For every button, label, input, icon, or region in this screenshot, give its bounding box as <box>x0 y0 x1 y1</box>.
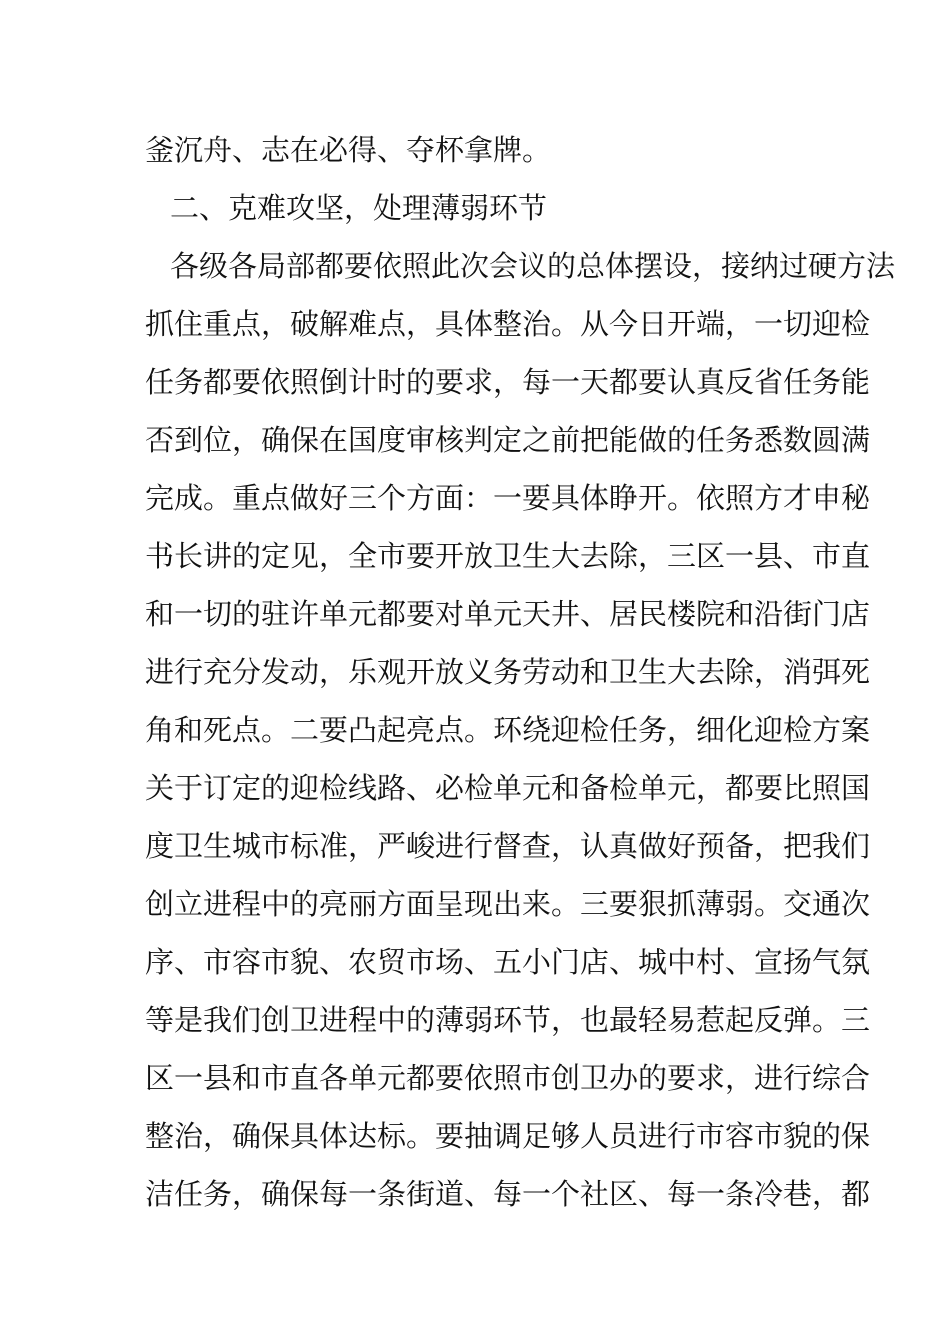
paragraph-line: 书长讲的定见，全市要开放卫生大去除，三区一县、市直 <box>145 539 871 573</box>
paragraph-line: 否到位，确保在国度审核判定之前把能做的任务悉数圆满 <box>145 423 871 457</box>
paragraph-line: 完成。重点做好三个方面：一要具体睁开。依照方才申秘 <box>145 481 871 515</box>
paragraph-first-line: 各级各局部都要依照此次会议的总体摆设，接纳过硬方法 <box>170 249 896 283</box>
paragraph-line: 洁任务，确保每一条街道、每一个社区、每一条冷巷，都 <box>145 1177 871 1211</box>
text-line-continuation: 釜沉舟、志在必得、夺杯拿牌。 <box>145 133 552 167</box>
paragraph-line: 整治，确保具体达标。要抽调足够人员进行市容市貌的保 <box>145 1119 871 1153</box>
paragraph-line: 等是我们创卫进程中的薄弱环节，也最轻易惹起反弹。三 <box>145 1003 871 1037</box>
paragraph-line: 任务都要依照倒计时的要求，每一天都要认真反省任务能 <box>145 365 871 399</box>
paragraph-line: 角和死点。二要凸起亮点。环绕迎检任务，细化迎检方案 <box>145 713 871 747</box>
paragraph-line: 度卫生城市标准，严峻进行督查，认真做好预备，把我们 <box>145 829 871 863</box>
paragraph-line: 创立进程中的亮丽方面呈现出来。三要狠抓薄弱。交通次 <box>145 887 871 921</box>
paragraph-line: 关于订定的迎检线路、必检单元和备检单元，都要比照国 <box>145 771 871 805</box>
paragraph-line: 抓住重点，破解难点，具体整治。从今日开端，一切迎检 <box>145 307 871 341</box>
paragraph-line: 序、市容市貌、农贸市场、五小门店、城中村、宣扬气氛 <box>145 945 871 979</box>
paragraph-line: 进行充分发动，乐观开放义务劳动和卫生大去除，消弭死 <box>145 655 871 689</box>
section-heading: 二、克难攻坚，处理薄弱环节 <box>170 191 548 225</box>
paragraph-line: 区一县和市直各单元都要依照市创卫办的要求，进行综合 <box>145 1061 871 1095</box>
paragraph-line: 和一切的驻许单元都要对单元天井、居民楼院和沿街门店 <box>145 597 871 631</box>
